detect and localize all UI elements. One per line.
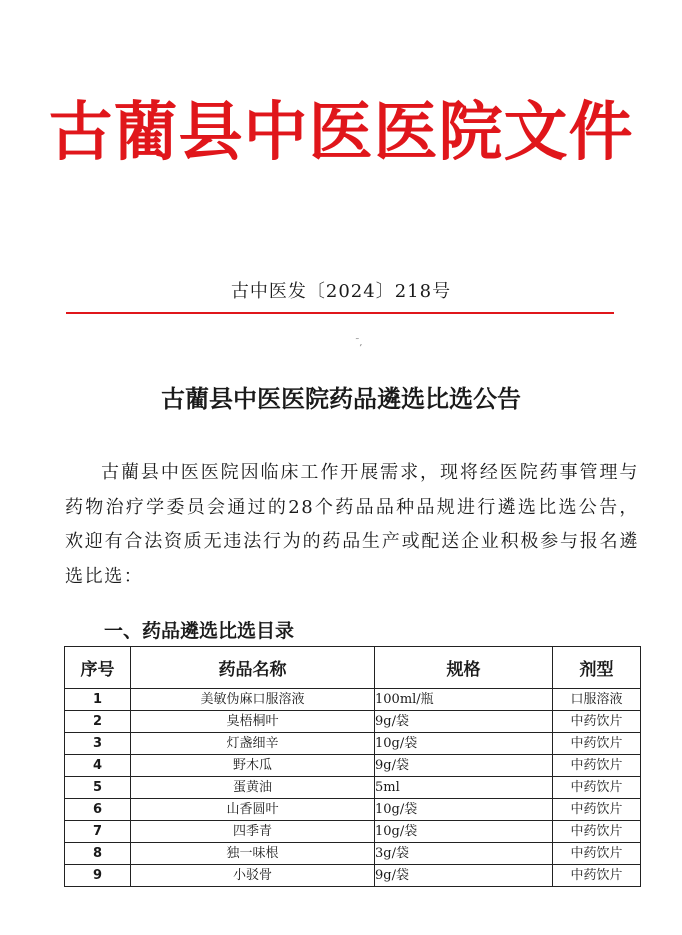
cell-spec: 9g/袋	[375, 865, 553, 887]
cell-name: 蛋黄油	[131, 777, 375, 799]
cell-spec: 10g/袋	[375, 799, 553, 821]
table-header-row	[65, 647, 641, 689]
cell-form: 中药饮片	[553, 821, 641, 843]
header-form: 剂型	[553, 647, 641, 689]
cell-form: 中药饮片	[553, 711, 641, 733]
body-paragraph: 古藺县中医医院因临床工作开展需求，现将经医院药事管理与药物治疗学委员会通过的28个药品品种品规进行遴选比选公告，欢迎有合法资质无违法行为的药品生产或配送企业积极参与报名遴选比选：	[65, 462, 639, 587]
cell-name: 小驳骨	[131, 865, 375, 887]
cell-form: 中药饮片	[553, 865, 641, 887]
page-title: 古藺县中医医院药品遴选比选公告	[161, 385, 521, 413]
cell-spec: 3g/袋	[375, 843, 553, 865]
cell-name: 独一味根	[131, 843, 375, 865]
cell-no: 1	[65, 689, 131, 711]
cell-form: 口服溶液	[553, 689, 641, 711]
cell-spec: 10g/袋	[375, 733, 553, 755]
table-row	[65, 865, 641, 887]
table-row	[65, 777, 641, 799]
table-row	[65, 799, 641, 821]
cell-name: 灯盏细辛	[131, 733, 375, 755]
document-number: 古中医发〔2024〕218号	[230, 281, 452, 302]
cell-name: 野木瓜	[131, 755, 375, 777]
cell-spec: 100ml/瓶	[375, 689, 553, 711]
cell-no: 2	[65, 711, 131, 733]
drug-list-table	[64, 646, 641, 887]
cell-form: 中药饮片	[553, 755, 641, 777]
cell-spec: 9g/袋	[375, 755, 553, 777]
header-spec: 规格	[375, 647, 553, 689]
cell-form: 中药饮片	[553, 843, 641, 865]
scan-speck: ˜,	[355, 338, 363, 348]
cell-no: 5	[65, 777, 131, 799]
header-name: 药品名称	[131, 647, 375, 689]
table-row	[65, 689, 641, 711]
cell-no: 4	[65, 755, 131, 777]
cell-name: 山香圆叶	[131, 799, 375, 821]
cell-spec: 5ml	[375, 777, 553, 799]
cell-name: 臭梧桐叶	[131, 711, 375, 733]
masthead: 古藺县中医医院文件	[48, 95, 634, 170]
cell-name: 四季青	[131, 821, 375, 843]
cell-form: 中药饮片	[553, 799, 641, 821]
header-no: 序号	[65, 647, 131, 689]
cell-form: 中药饮片	[553, 777, 641, 799]
cell-spec: 10g/袋	[375, 821, 553, 843]
table-row	[65, 711, 641, 733]
section-heading: 一、药品遴选比选目录	[104, 620, 295, 642]
red-divider	[66, 312, 614, 314]
table-row	[65, 755, 641, 777]
cell-form: 中药饮片	[553, 733, 641, 755]
cell-no: 7	[65, 821, 131, 843]
cell-spec: 9g/袋	[375, 711, 553, 733]
cell-name: 美敏伪麻口服溶液	[131, 689, 375, 711]
table-row	[65, 821, 641, 843]
cell-no: 8	[65, 843, 131, 865]
cell-no: 3	[65, 733, 131, 755]
table-row	[65, 843, 641, 865]
table-row	[65, 733, 641, 755]
cell-no: 9	[65, 865, 131, 887]
cell-no: 6	[65, 799, 131, 821]
